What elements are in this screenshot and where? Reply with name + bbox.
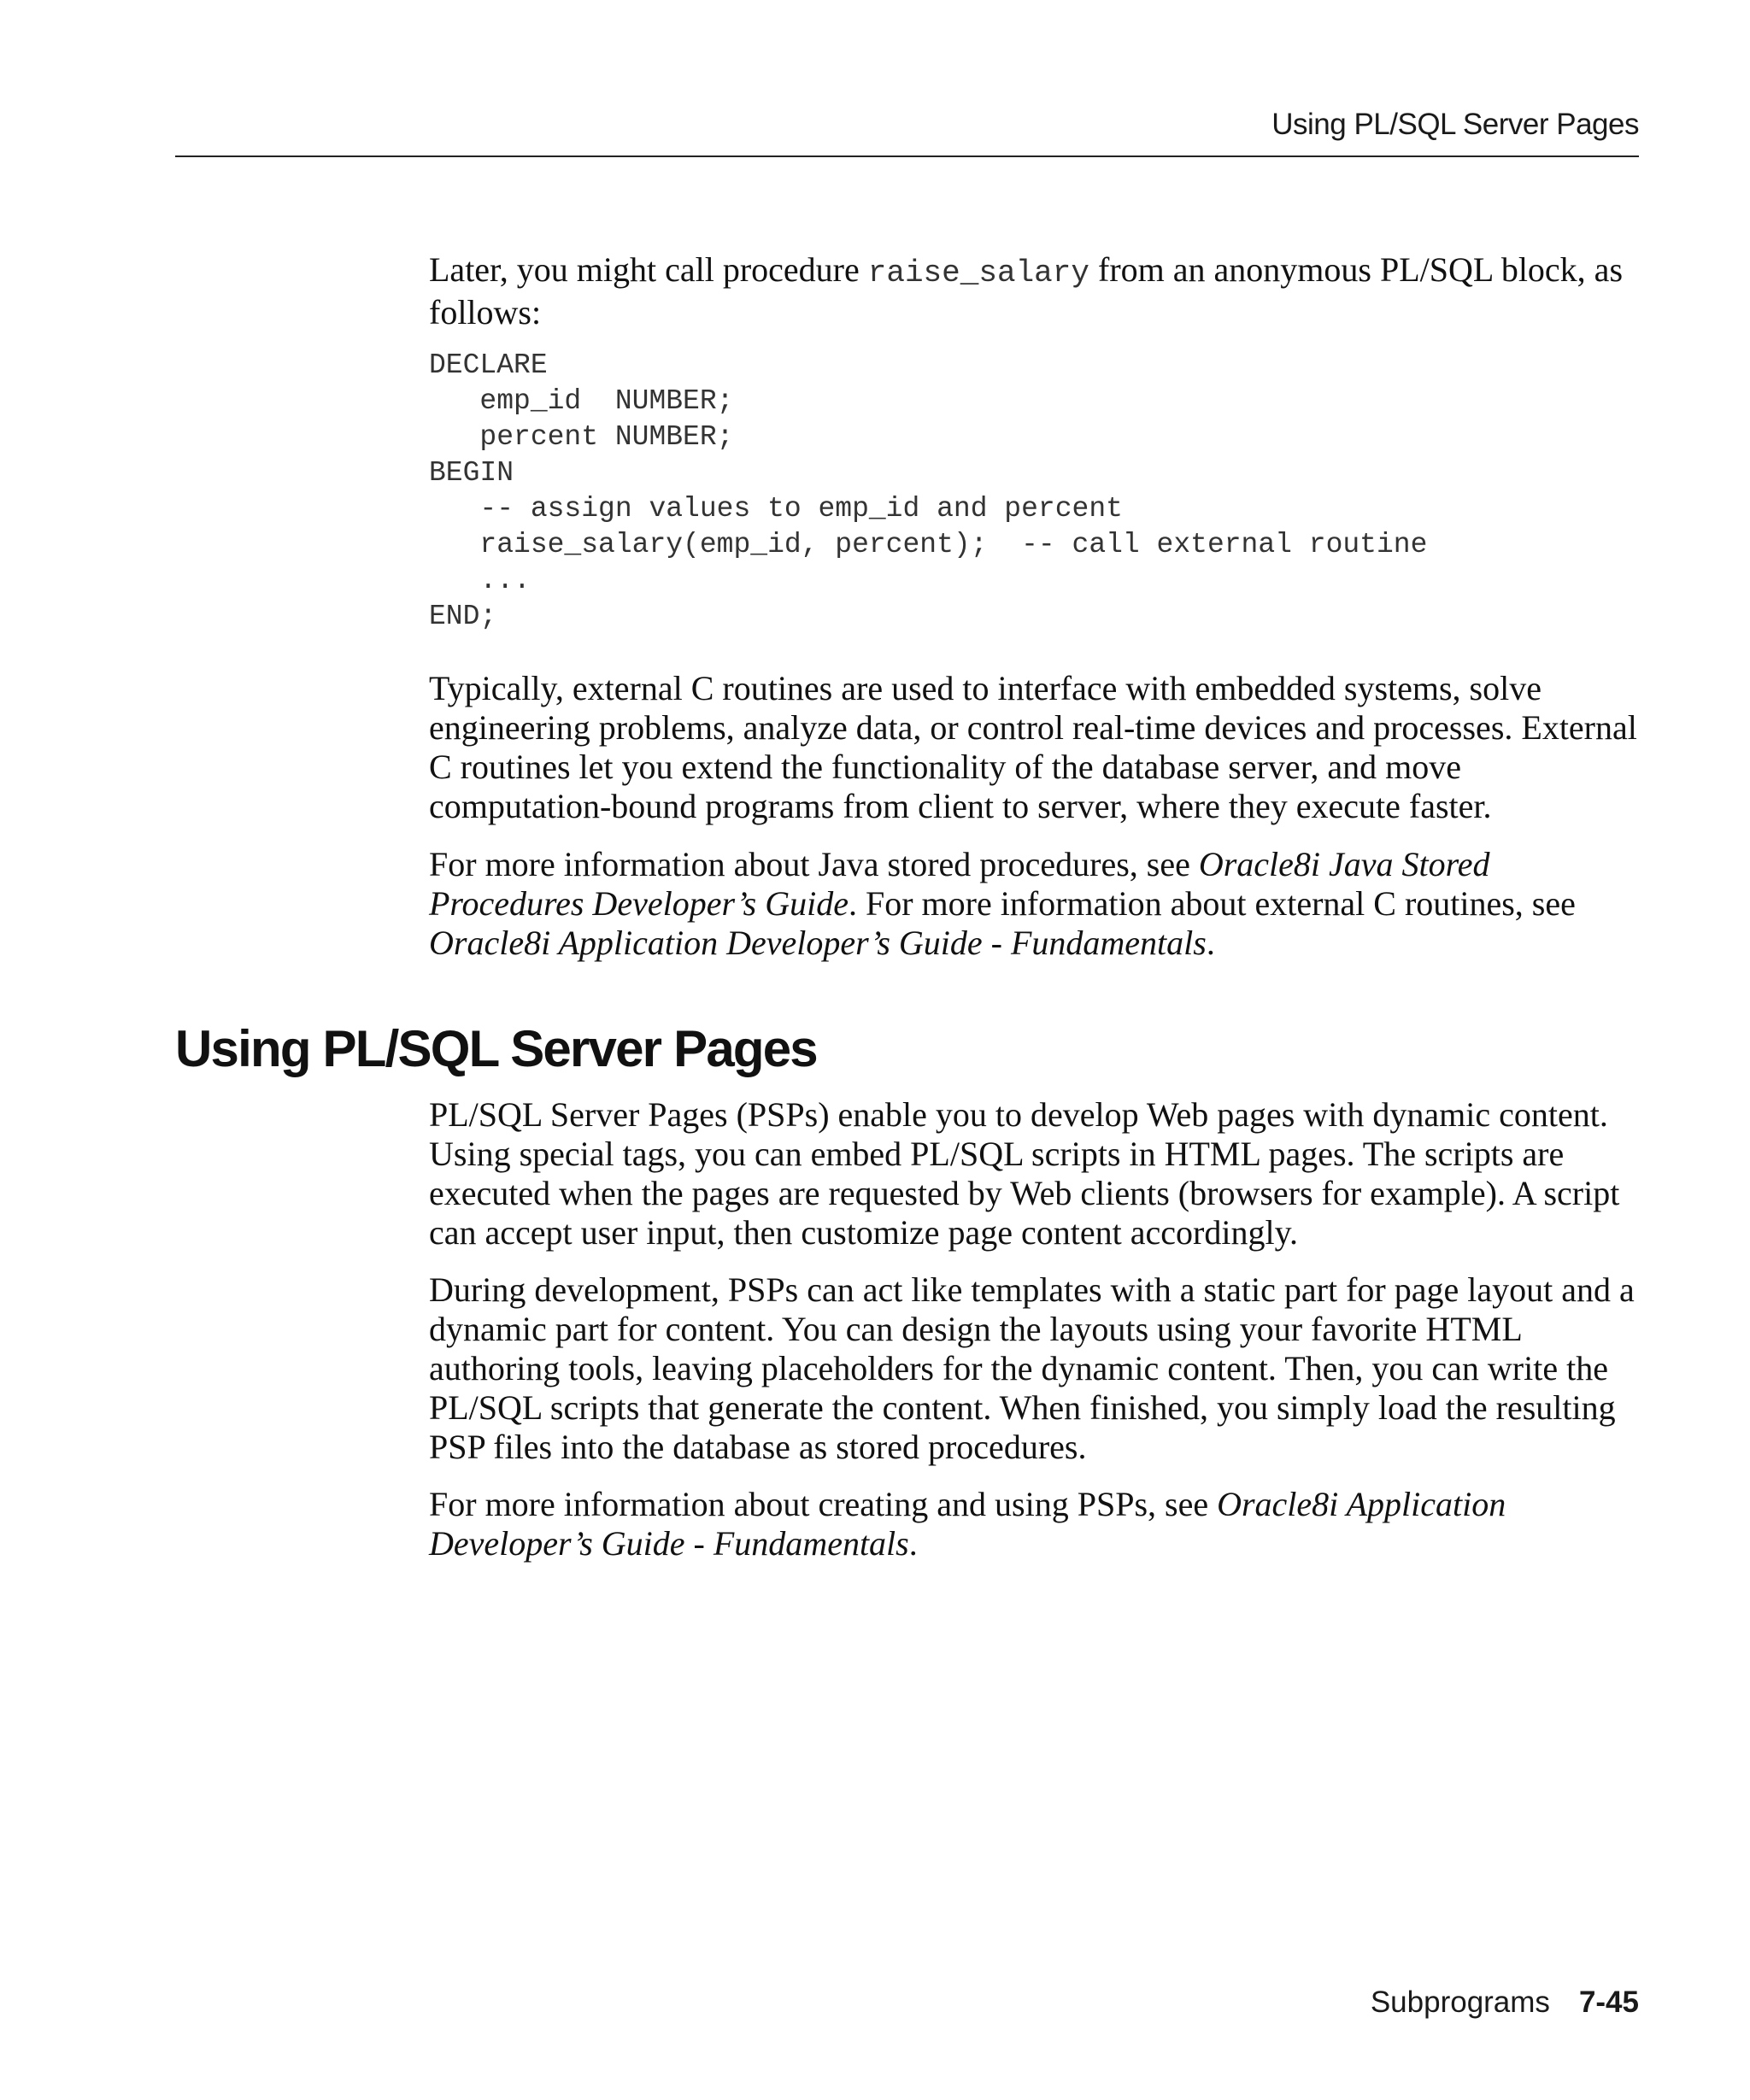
app-dev-guide-reference: Oracle8i Application Developer’s Guide - Fundamentals <box>429 924 1207 962</box>
psp-development-text: During development, PSPs can act like templates with a static part for page layout and a dynamic part for content. You can design the layouts using your favorite HTML authoring tools, leaving placeholders for the dynamic content. Then, you can write the PL/SQL scripts that generate the content. When finished, you simply load the resulting PSP files into the database as stored procedures. <box>429 1270 1635 1466</box>
header-rule <box>175 155 1639 157</box>
section-heading: Using PL/SQL Server Pages <box>175 1020 817 1077</box>
code-line: END; <box>429 601 497 632</box>
footer-chapter: Subprograms <box>1370 1986 1550 2019</box>
psp-intro-text: PL/SQL Server Pages (PSPs) enable you to develop Web pages with dynamic content. Using special tags, you can embed PL/SQL scripts in HTML pages. The scripts are executed when the pages are requested by Web clients (browsers for example). A script can accept user input, then customize page content accordingly. <box>429 1095 1620 1252</box>
intro-paragraph <box>429 250 1642 332</box>
running-header-title: Using PL/SQL Server Pages <box>1271 108 1639 141</box>
page-number: 7-45 <box>1578 1986 1639 2019</box>
more-info-text-2: . For more information about external C routines, see <box>848 884 1576 923</box>
code-line: ... <box>429 565 531 596</box>
code-line: BEGIN <box>429 457 514 489</box>
intro-code-term: raise_salary <box>867 255 1089 290</box>
page-footer <box>1371 1986 1639 2020</box>
more-info-java-paragraph <box>429 845 1642 963</box>
external-c-paragraph <box>429 669 1642 826</box>
psp-more-info-text-1: For more information about creating and using PSPs, see <box>429 1485 1218 1523</box>
psp-more-info-paragraph <box>429 1485 1642 1563</box>
psp-development-paragraph <box>429 1270 1642 1467</box>
code-line: raise_salary(emp_id, percent); -- call external routine <box>429 529 1428 560</box>
intro-text-before: Later, you might call procedure <box>429 250 868 289</box>
code-block <box>429 348 1427 635</box>
intro-text-after: from an anonymous PL/SQL block, as follows: <box>429 250 1624 331</box>
external-c-text: Typically, external C routines are used to interface with embedded systems, solve engineering problems, analyze data, or control real-time devices and processes. External C routines let you extend the functionality of the database server, and move computation-bound programs from client to server, where they execute faster. <box>429 669 1637 825</box>
code-line: -- assign values to emp_id and percent <box>429 493 1123 525</box>
more-info-text-3: . <box>1206 924 1215 962</box>
psp-intro-paragraph <box>429 1095 1642 1252</box>
psp-more-info-text-2: . <box>908 1524 918 1563</box>
code-line: percent NUMBER; <box>429 421 734 453</box>
java-guide-reference: Oracle8i Java Stored Procedures Developer’s Guide <box>429 845 1490 923</box>
code-line: DECLARE <box>429 349 548 381</box>
psp-guide-reference: Oracle8i Application Developer’s Guide - Fundamentals <box>429 1485 1506 1563</box>
more-info-text-1: For more information about Java stored procedures, see <box>429 845 1199 883</box>
code-line: emp_id NUMBER; <box>429 385 734 417</box>
